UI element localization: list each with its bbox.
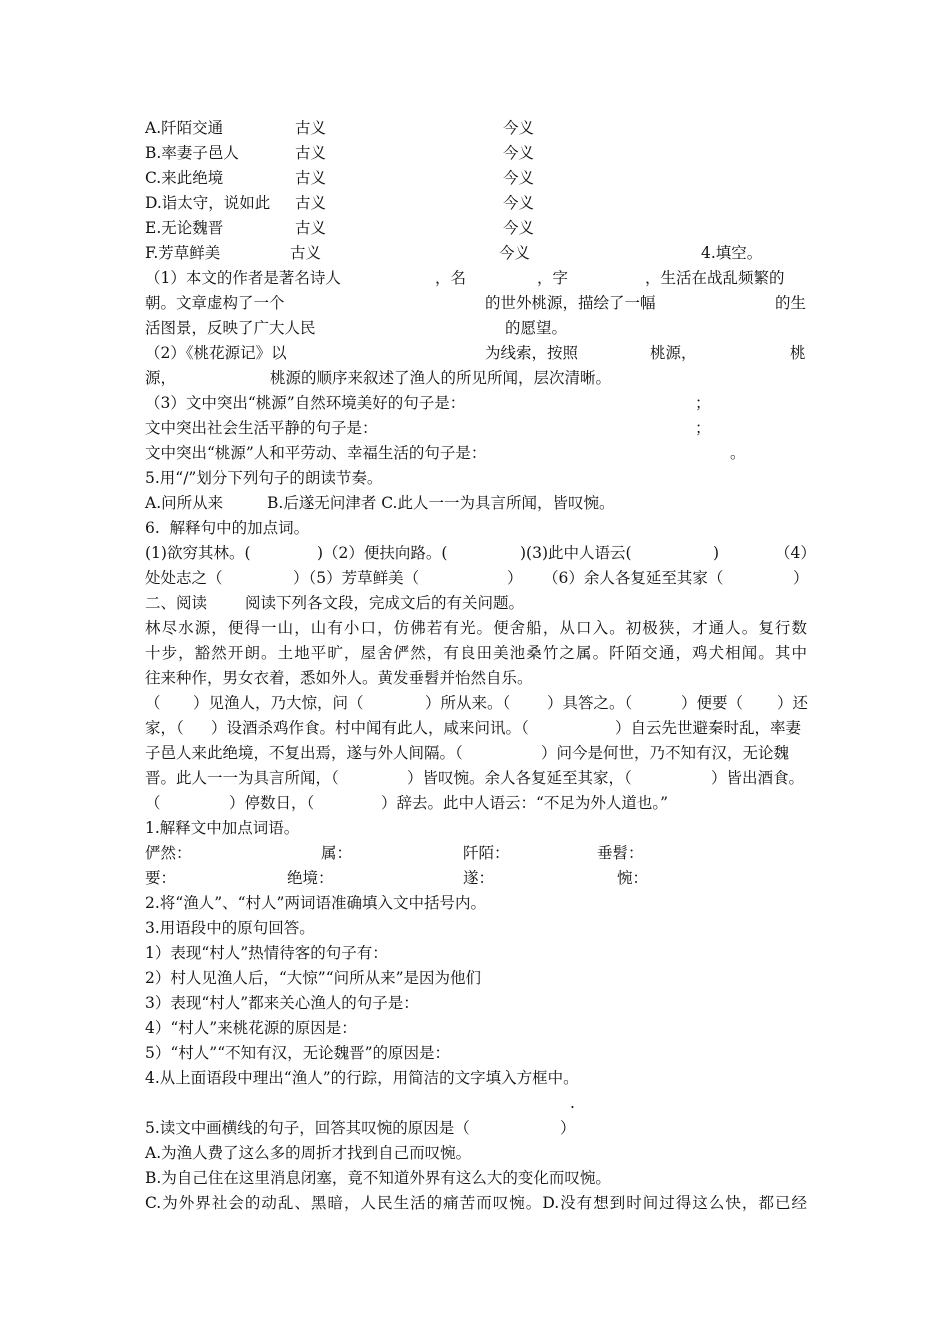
fill-line xyxy=(145,266,807,291)
question-option: C.为外界社会的动乱、黑暗，人民生活的痛苦而叹惋。D.没有想到时间过得这么快，都已经 xyxy=(145,1194,807,1212)
question-text: (1)欲穷其林。( xyxy=(145,544,251,562)
term-label: 属： xyxy=(321,844,353,862)
fill-line xyxy=(145,341,807,366)
fill-text: ； xyxy=(695,419,711,437)
question-title: 2.将“渔人”、“村人”两词语准确填入文中括号内。 xyxy=(145,894,486,912)
fill-text: 文中突出“桃源”人和平劳动、幸福生活的句子是： xyxy=(145,444,487,462)
vocab-term: E.无论魏晋 xyxy=(145,219,224,237)
question-option: B.为自己住在这里消息闭塞，竟不知道外界有这么大的变化而叹惋。 xyxy=(145,1169,611,1187)
ancient-meaning-label: 古义 xyxy=(295,144,327,162)
fill-line xyxy=(145,391,807,416)
passage-text: ）问今是何世，乃不知有汉，无论魏 xyxy=(541,744,790,762)
question-item: 2）村人见渔人后，“大惊”“问所从来”是因为他们 xyxy=(145,969,482,987)
modern-meaning-label: 今义 xyxy=(503,144,535,162)
fill-line xyxy=(145,291,807,316)
modern-meaning-label: 今义 xyxy=(499,244,531,262)
passage-text: ）见渔人，乃大惊，问（ xyxy=(193,694,364,712)
question-text: )(3)此中人语云( xyxy=(520,544,632,562)
fill-line xyxy=(145,416,807,441)
question-title: 3.用语段中的原句回答。 xyxy=(145,919,315,937)
vocab-row xyxy=(145,116,807,141)
fill-text: 朝。文章虚构了一个 xyxy=(145,294,285,312)
fill-text: （3）文中突出“桃源”自然环境美好的句子是： xyxy=(145,394,466,412)
passage-text: 晋。此人一一为具言所闻，（ xyxy=(145,769,339,787)
fill-text: ； xyxy=(695,394,711,412)
fill-text: 桃 xyxy=(790,344,806,362)
question-option: A.为渔人费了这么多的周折才找到自己而叹惋。 xyxy=(145,1144,472,1162)
option-text: B.后遂无问津者 C.此人一一为具言所闻，皆叹惋。 xyxy=(267,494,615,512)
passage-text: ）便要（ xyxy=(681,694,744,712)
question-item: 1）表现“村人”热情待客的句子有： xyxy=(145,944,388,962)
question-text: ） xyxy=(793,569,809,587)
question-line xyxy=(145,566,807,591)
passage-text: （ xyxy=(145,694,161,712)
question-line xyxy=(145,866,807,891)
question-options xyxy=(145,491,807,516)
passage-text: 子邑人来此绝境，不复出焉，遂与外人间隔。（ xyxy=(145,744,463,762)
question-title: 1.解释文中加点词语。 xyxy=(145,819,300,837)
fill-text: 。 xyxy=(730,444,746,462)
passage-text: ）皆出酒食。 xyxy=(711,769,805,787)
passage-text: ）设酒杀鸡作食。村中闻有此人，咸来问讯。（ xyxy=(211,719,529,737)
vocab-term: B.率妻子邑人 xyxy=(145,144,239,162)
vocab-term: A.阡陌交通 xyxy=(145,119,224,137)
vocab-row xyxy=(145,241,807,266)
fill-text: 源， xyxy=(145,369,177,387)
fill-text: 桃源， xyxy=(650,344,697,362)
question-item: 3）表现“村人”都来关心渔人的句子是： xyxy=(145,994,419,1012)
passage-text: ）辞去。此中人语云：“不足为外人道也。” xyxy=(381,794,669,812)
passage-line xyxy=(145,766,807,791)
question-line xyxy=(145,1091,807,1116)
passage-line: 林尽水源，便得一山，山有小口，仿佛若有光。便舍船，从口入。初极狭，才通人。复行数 xyxy=(145,619,807,637)
question-text: （4） xyxy=(775,544,816,562)
passage-text: ）具答之。（ xyxy=(547,694,633,712)
passage-text: ）停数日，（ xyxy=(229,794,315,812)
fill-text: ，名 xyxy=(435,269,467,287)
modern-meaning-label: 今义 xyxy=(503,119,535,137)
question-text: （6）余人各复延至其家（ xyxy=(543,569,724,587)
dot-mark: . xyxy=(570,1094,575,1112)
fill-text: ，生活在战乱频繁的 xyxy=(645,269,785,287)
passage-line: 十步，豁然开朗。土地平旷，屋舍俨然，有良田美池桑竹之属。阡陌交通，鸡犬相闻。其中 xyxy=(145,644,807,662)
question-item: 5）“村人”“不知有汉，无论魏晋”的原因是： xyxy=(145,1044,451,1062)
section-heading-fill-in: 4.填空。 xyxy=(701,244,763,262)
question-text: ） xyxy=(507,569,523,587)
question-text: ) xyxy=(713,544,720,562)
passage-text: ）自云先世避秦时乱，率妻 xyxy=(615,719,802,737)
fill-line xyxy=(145,441,807,466)
passage-text: ）还 xyxy=(777,694,809,712)
fill-line xyxy=(145,366,807,391)
vocab-term: D.诣太守，说如此 xyxy=(145,194,271,212)
ancient-meaning-label: 古义 xyxy=(295,194,327,212)
question-text: ） xyxy=(560,1119,576,1137)
passage-text: ）皆叹惋。余人各复延至其家，（ xyxy=(407,769,632,787)
ancient-meaning-label: 古义 xyxy=(295,119,327,137)
passage-line: 往来种作，男女衣着，悉如外人。黄发垂髫并怡然自乐。 xyxy=(145,669,533,687)
question-text: )（2）便扶向路。( xyxy=(317,544,448,562)
modern-meaning-label: 今义 xyxy=(503,169,535,187)
question-title: 4.从上面语段中理出“渔人”的行踪，用简洁的文字填入方框中。 xyxy=(145,1069,579,1087)
modern-meaning-label: 今义 xyxy=(503,194,535,212)
fill-text: 文中突出社会生活平静的句子是： xyxy=(145,419,378,437)
section-heading-reading xyxy=(145,591,807,616)
term-label: 阡陌： xyxy=(463,844,510,862)
term-label: 惋： xyxy=(617,869,649,887)
fill-text: 活图景，反映了广大人民 xyxy=(145,319,316,337)
vocab-row xyxy=(145,216,807,241)
question-text: 处处志之（ xyxy=(145,569,223,587)
heading-text: 二、阅读 xyxy=(145,594,208,612)
term-label: 俨然： xyxy=(145,844,192,862)
fill-text: 的世外桃源，描绘了一幅 xyxy=(485,294,656,312)
fill-text: 的愿望。 xyxy=(505,319,568,337)
fill-text: （1）本文的作者是著名诗人 xyxy=(145,269,341,287)
option-text: A.问所从来 xyxy=(145,494,224,512)
vocab-row xyxy=(145,191,807,216)
vocab-term: C.来此绝境 xyxy=(145,169,224,187)
question-text: 5.读文中画横线的句子，回答其叹惋的原因是（ xyxy=(145,1119,470,1137)
passage-line xyxy=(145,741,807,766)
fill-text: （2）《桃花源记》以 xyxy=(145,344,287,362)
passage-line xyxy=(145,716,807,741)
ancient-meaning-label: 古义 xyxy=(295,169,327,187)
question-title: 6. 解释句中的加点词。 xyxy=(145,519,310,537)
term-label: 遂： xyxy=(463,869,495,887)
ancient-meaning-label: 古义 xyxy=(295,219,327,237)
vocab-row xyxy=(145,141,807,166)
question-line xyxy=(145,541,816,566)
question-title: 5.用“/”划分下列句子的朗读节奏。 xyxy=(145,469,383,487)
question-item: 4）“村人”来桃花源的原因是： xyxy=(145,1019,357,1037)
fill-line xyxy=(145,316,807,341)
question-title xyxy=(145,1116,807,1141)
passage-text: 家，（ xyxy=(145,719,184,737)
ancient-meaning-label: 古义 xyxy=(290,244,322,262)
vocab-term: F.芳草鲜美 xyxy=(145,244,221,262)
heading-text: 阅读下列各文段，完成文后的有关问题。 xyxy=(245,594,525,612)
question-text: ）（5）芳草鲜美（ xyxy=(293,569,420,587)
fill-text: 的生 xyxy=(775,294,807,312)
vocab-row xyxy=(145,166,807,191)
fill-text: 桃源的顺序来叙述了渔人的所见所闻，层次清晰。 xyxy=(270,369,612,387)
passage-line xyxy=(145,691,807,716)
term-label: 绝境： xyxy=(287,869,334,887)
passage-line xyxy=(145,791,807,816)
fill-text: 为线索，按照 xyxy=(485,344,579,362)
modern-meaning-label: 今义 xyxy=(503,219,535,237)
term-label: 垂髫： xyxy=(597,844,644,862)
passage-text: ）所从来。（ xyxy=(425,694,511,712)
question-line xyxy=(145,841,807,866)
fill-text: ，字 xyxy=(537,269,569,287)
term-label: 要： xyxy=(145,869,177,887)
passage-text: （ xyxy=(145,794,161,812)
